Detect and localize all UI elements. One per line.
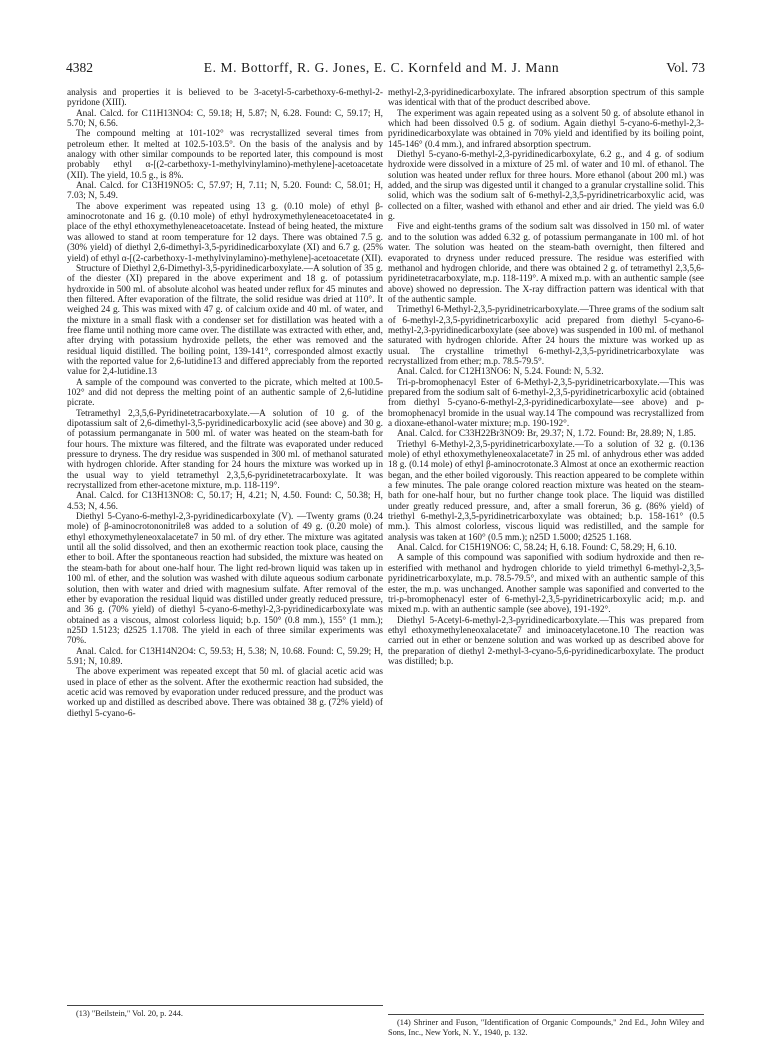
running-header bbox=[0, 60, 763, 80]
paragraph: Diethyl 5-cyano-6-methyl-2,3-pyridinedicarboxylate, 6.2 g., and 4 g. of sodium hydroxide were dissolved in a mixture of 25 ml. of water and 10 ml. of ethanol. The solution was heated under reflux for three hours. More ethanol (about 200 ml.) was added, and the sirup was digested until it changed to a granular crystalline solid. This solid, which was the sodium salt of 6-methyl-2,3,5-pyridinetricarboxylic acid, was collected on a filter, washed with ethanol and ether and air dried. The yield was 6.0 g. bbox=[388, 150, 704, 223]
volume-label: Vol. 73 bbox=[666, 60, 705, 75]
paragraph: The compound melting at 101-102° was recrystallized several times from petroleum ether. It melted at 102.5-103.5°. On the basis of the analysis and by analogy with other similar compounds to be reported later, this compound is most probably ethyl α-[(2-carbethoxy-1-methylvinylamino)-methylene]-acetoacetate (XII). The yield, 10.5 g., is 8%. bbox=[67, 129, 383, 181]
footnote-13: (13) "Beilstein," Vol. 20, p. 244. bbox=[76, 1009, 183, 1018]
paragraph: analysis and properties it is believed to be 3-acetyl-5-carbethoxy-6-methyl-2-pyridone (XIII). bbox=[67, 88, 383, 109]
page-number: 4382 bbox=[66, 60, 93, 75]
section-paragraph: Diethyl 5-Acetyl-6-methyl-2,3-pyridinedicarboxylate.—This was prepared from ethyl ethoxymethyleneoxalacetate7 and iminoacetylacetone.10 The reaction was carried out in ether or benzene solution and was worked up as described above for the preparation of diethyl 2-methyl-3-cyano-5,6-pyridinedicarboxylate. The product was distilled; b.p. bbox=[388, 615, 704, 667]
left-column bbox=[67, 88, 383, 998]
paragraph: Five and eight-tenths grams of the sodium salt was dissolved in 150 ml. of water and to the solution was added 6.32 g. of potassium permanganate in 100 ml. of hot water. The solution was heated on the steam-bath overnight, then filtered and evaporated to dryness under reduced pressure. The residue was esterified with methanol and hydrogen chloride, and there was obtained 2 g. of tetramethyl 2,3,5,6-pyridinetetracarboxylate, m.p. 118-119°. A mixed m.p. with an authentic sample (see above) showed no depression. The X-ray diffraction pattern was identical with that of the authentic sample. bbox=[388, 222, 704, 305]
analysis-paragraph: Anal. Calcd. for C11H13NO4: C, 59.18; H, 5.87; N, 6.28. Found: C, 59.17; H, 5.70; N, 6.56. bbox=[67, 108, 383, 130]
footnote-14: (14) Shriner and Fuson, "Identification of Organic Compounds," 2nd Ed., John Wiley and Sons, Inc., New York, N. Y., 1940, p. 132. bbox=[388, 1018, 704, 1037]
footnote-left bbox=[67, 1009, 383, 1019]
analysis-paragraph: Anal. Calcd. for C33H22Br3NO9: Br, 29.37; N, 1.72. Found: Br, 28.89; N, 1.85. bbox=[397, 429, 696, 440]
analysis-paragraph: Anal. Calcd. for C13H19NO5: C, 57.97; H, 7.11; N, 5.20. Found: C, 58.01; H, 7.03; N, 5.49. bbox=[67, 181, 383, 202]
footnote-divider bbox=[388, 1014, 704, 1015]
paragraph: methyl-2,3-pyridinedicarboxylate. The infrared absorption spectrum of this sample was identical with that of the product described above. bbox=[388, 88, 704, 109]
paragraph: A sample of this compound was saponified with sodium hydroxide and then re-esterified with methanol and hydrogen chloride to yield trimethyl 6-methyl-2,3,5-pyridinetricarboxylate, m.p. 78.5-79.5°, and mixed with an authentic sample of this ester, the m.p. was unchanged. Another sample was saponified and converted to the tri-p-bromophenacyl ester of 6-methyl-2,3,5-pyridinetricarboxylic acid; m.p. and mixed m.p. with an authentic sample (see above), 191-192°. bbox=[388, 553, 704, 616]
analysis-paragraph: Anal. Calcd. for C13H14N2O4: C, 59.53; H, 5.38; N, 10.68. Found: C, 59.29; H, 5.91; N, 10.89. bbox=[67, 646, 383, 667]
section-paragraph: Trimethyl 6-Methyl-2,3,5-pyridinetricarboxylate.—Three grams of the sodium salt of 6-methyl-2,3,5-pyridinetricarboxylic acid prepared from diethyl 5-cyano-6-methyl-2,3-pyridinedicarboxylate (see above) was suspended in 100 ml. of methanol saturated with hydrogen chloride. After 24 hours the mixture was worked up as usual. The crystalline trimethyl 6-methyl-2,3,5-pyridinetricarboxylate was recrystallized from ether; m.p. 78.5-79.5°. bbox=[388, 305, 704, 367]
section-paragraph: Structure of Diethyl 2,6-Dimethyl-3,5-pyridinedicarboxylate.—A solution of 35 g. of the diester (XI) prepared in the above experiment and 18 g. of potassium hydroxide in 500 ml. of absolute alcohol was heated under reflux for 45 minutes and then filtered. After evaporation of the filtrate, the solid residue was dried at 110°. It weighed 24 g. This was mixed with 47 g. of calcium oxide and 40 ml. of water, and the mixture in a small flask with a condenser set for distillation was heated with a free flame until nothing more came over. The distillate was extracted with ether, and, after drying with potassium hydroxide pellets, the ether was removed and the residual liquid distilled. The boiling point, 139-141°, corresponded almost exactly with the reported value for 2,6-lutidine13 and differed appreciably from the reported value for 2,4-lutidine.13 bbox=[67, 263, 383, 378]
right-column bbox=[388, 88, 704, 1043]
section-paragraph: Diethyl 5-Cyano-6-methyl-2,3-pyridinedicarboxylate (V). —Twenty grams (0.24 mole) of β-aminocrotononitrile8 was added to a solution of 49 g. (0.20 mole) of ethyl ethoxymethyleneoxalacetate7 in 50 ml. of dry ether. The mixture was agitated until all the solid dissolved, and then an exothermic reaction took place, causing the ether to boil. After the spontaneous reaction had subsided, the mixture was heated on the steam-bath for about one-half hour. The light red-brown liquid was taken up in 100 ml. of ether, and the solution was washed with dilute aqueous sodium carbonate solution, then with water and dried with magnesium sulfate. After removal of the ether by evaporation the residual liquid was distilled under greatly reduced pressure, and 36 g. (70% yield) of diethyl 5-cyano-6-methyl-2,3-pyridinedicarboxylate was obtained as a viscous, almost colorless liquid; b.p. 150° (0.8 mm.), 155° (1 mm.); n25D 1.5123; d2525 1.1708. The yield in each of three similar experiments was 70%. bbox=[67, 512, 383, 647]
section-paragraph: Triethyl 6-Methyl-2,3,5-pyridinetricarboxylate.—To a solution of 32 g. (0.136 mole) of ethyl ethoxymethyleneoxalacetate7 in 25 ml. of anhydrous ether was added 18 g. (0.14 mole) of ethyl β-aminocrotonate.3 Almost at once an exothermic reaction began, and the ether boiled vigorously. This reaction appeared to be complete within a few minutes. The pale orange colored reaction mixture was heated on the steam-bath for one-half hour, but no further change took place. The liquid was distilled under greatly reduced pressure, and, after a small forerun, 36 g. (86% yield) of triethyl 6-methyl-2,3,5-pyridinetricarboxylate was obtained; b.p. 158-161° (0.5 mm.). This almost colorless, viscous liquid was redistilled, and the sample for analysis was taken at 160° (0.5 mm.); n25D 1.5000; d2525 1.168. bbox=[388, 439, 704, 543]
section-paragraph: Tetramethyl 2,3,5,6-Pyridinetetracarboxylate.—A solution of 10 g. of the dipotassium salt of 2,6-dimethyl-3,5-pyridinedicarboxylic acid (see above) and 30 g. of potassium permanganate in 500 ml. of water was heated on the steam-bath for four hours. The mixture was filtered, and the filtrate was evaporated under reduced pressure to dryness. The dry residue was suspended in 300 ml. of methanol saturated with hydrogen chloride. After standing for 24 hours the mixture was worked up in the usual way to yield tetramethyl 2,3,5,6-pyridinetetracarboxylate. It was recrystallized from ether-acetone mixture, m.p. 118-119°. bbox=[67, 408, 383, 492]
paragraph: A sample of the compound was converted to the picrate, which melted at 100.5-102° and did not depress the melting point of an authentic sample of 2,6-lutidine picrate. bbox=[67, 377, 383, 409]
footnote-divider bbox=[67, 1005, 383, 1006]
footnote-right bbox=[388, 1018, 704, 1038]
analysis-paragraph: Anal. Calcd. for C13H13NO8: C, 50.17; H, 4.21; N, 4.50. Found: C, 50.38; H, 4.53; N, 4.56. bbox=[67, 491, 383, 512]
section-paragraph: Tri-p-bromophenacyl Ester of 6-Methyl-2,3,5-pyridinetricarboxylate.—This was prepared from the sodium salt of 6-methyl-2,3,5-pyridinetricarboxylic acid (obtained from diethyl 5-cyano-6-methyl-2,3-pyridinedicarboxylate—see above) and p-bromophenacyl bromide in the usual way.14 The compound was recrystallized from a dioxane-ethanol-water mixture; m.p. 190-192°. bbox=[388, 377, 704, 429]
paragraph: The above experiment was repeated using 13 g. (0.10 mole) of ethyl β-aminocrotonate and 16 g. (0.10 mole) of ethyl hydroxymethyleneacetoacetate4 in place of the ethyl ethoxymethyleneacetoacetate. Instead of being heated, the mixture was allowed to stand at room temperature for 12 days. There was obtained 7.5 g. (30% yield) of diethyl 2,6-dimethyl-3,5-pyridinedicarboxylate (XI) and 6.7 g. (25% yield) of ethyl α-[(2-carbethoxy-1-methylvinylamino)-methylene]-acetoacetate (XII). bbox=[67, 201, 383, 264]
analysis-paragraph: Anal. Calcd. for C12H13NO6: N, 5.24. Found: N, 5.32. bbox=[397, 367, 604, 378]
paragraph: The experiment was again repeated using as a solvent 50 g. of absolute ethanol in which had been dissolved 0.5 g. of sodium. Again diethyl 5-cyano-6-methyl-2,3-pyridinedicarboxylate was obtained in 70% yield and identified by its boiling point, 145-146° (0.4 mm.), and infrared absorption spectrum. bbox=[388, 108, 704, 150]
analysis-paragraph: Anal. Calcd. for C15H19NO6: C, 58.24; H, 6.18. Found: C, 58.29; H, 6.10. bbox=[397, 543, 677, 554]
paragraph: The above experiment was repeated except that 50 ml. of glacial acetic acid was used in place of ether as the solvent. After the exothermic reaction had subsided, the acetic acid was removed by evaporation under reduced pressure, and the product was worked up and distilled as described above. There was obtained 38 g. (72% yield) of diethyl 5-cyano-6- bbox=[67, 667, 383, 719]
running-title: E. M. Bottorff, R. G. Jones, E. C. Kornfeld and M. J. Mann bbox=[203, 60, 560, 75]
